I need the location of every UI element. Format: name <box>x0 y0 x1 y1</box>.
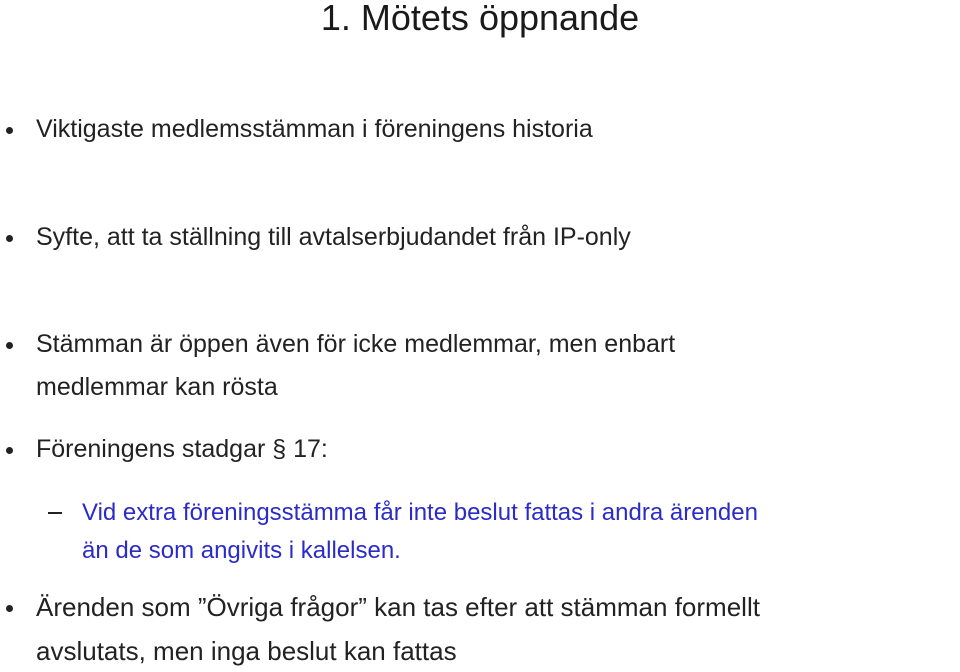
bullet-text: Viktigaste medlemsstämman i föreningens historia <box>36 115 593 143</box>
dash-icon <box>48 512 62 514</box>
bullet-dot-icon <box>6 127 13 134</box>
slide-title: 1. Mötets öppnande <box>320 0 640 38</box>
sub-bullet-text-line-2: än de som angivits i kallelsen. <box>82 537 401 564</box>
bullet-dot-icon <box>6 605 13 612</box>
bullet-text-line-2: avslutats, men inga beslut kan fattas <box>36 636 457 666</box>
sub-bullet-text-line-1: Vid extra föreningsstämma får inte beslut fattas i andra ärenden <box>82 499 758 526</box>
bullet-text: Föreningens stadgar § 17: <box>36 435 328 463</box>
bullet-text-line-1: Ärenden som ”Övriga frågor” kan tas efter att stämman formellt <box>36 592 760 622</box>
bullet-dot-icon <box>6 342 13 349</box>
bullet-dot-icon <box>6 447 13 454</box>
bullet-dot-icon <box>6 235 13 242</box>
bullet-text-line-2: medlemmar kan rösta <box>36 373 278 401</box>
bullet-text-line-1: Stämman är öppen även för icke medlemmar, men enbart <box>36 330 676 358</box>
bullet-text: Syfte, att ta ställning till avtalserbjudandet från IP-only <box>36 223 631 251</box>
